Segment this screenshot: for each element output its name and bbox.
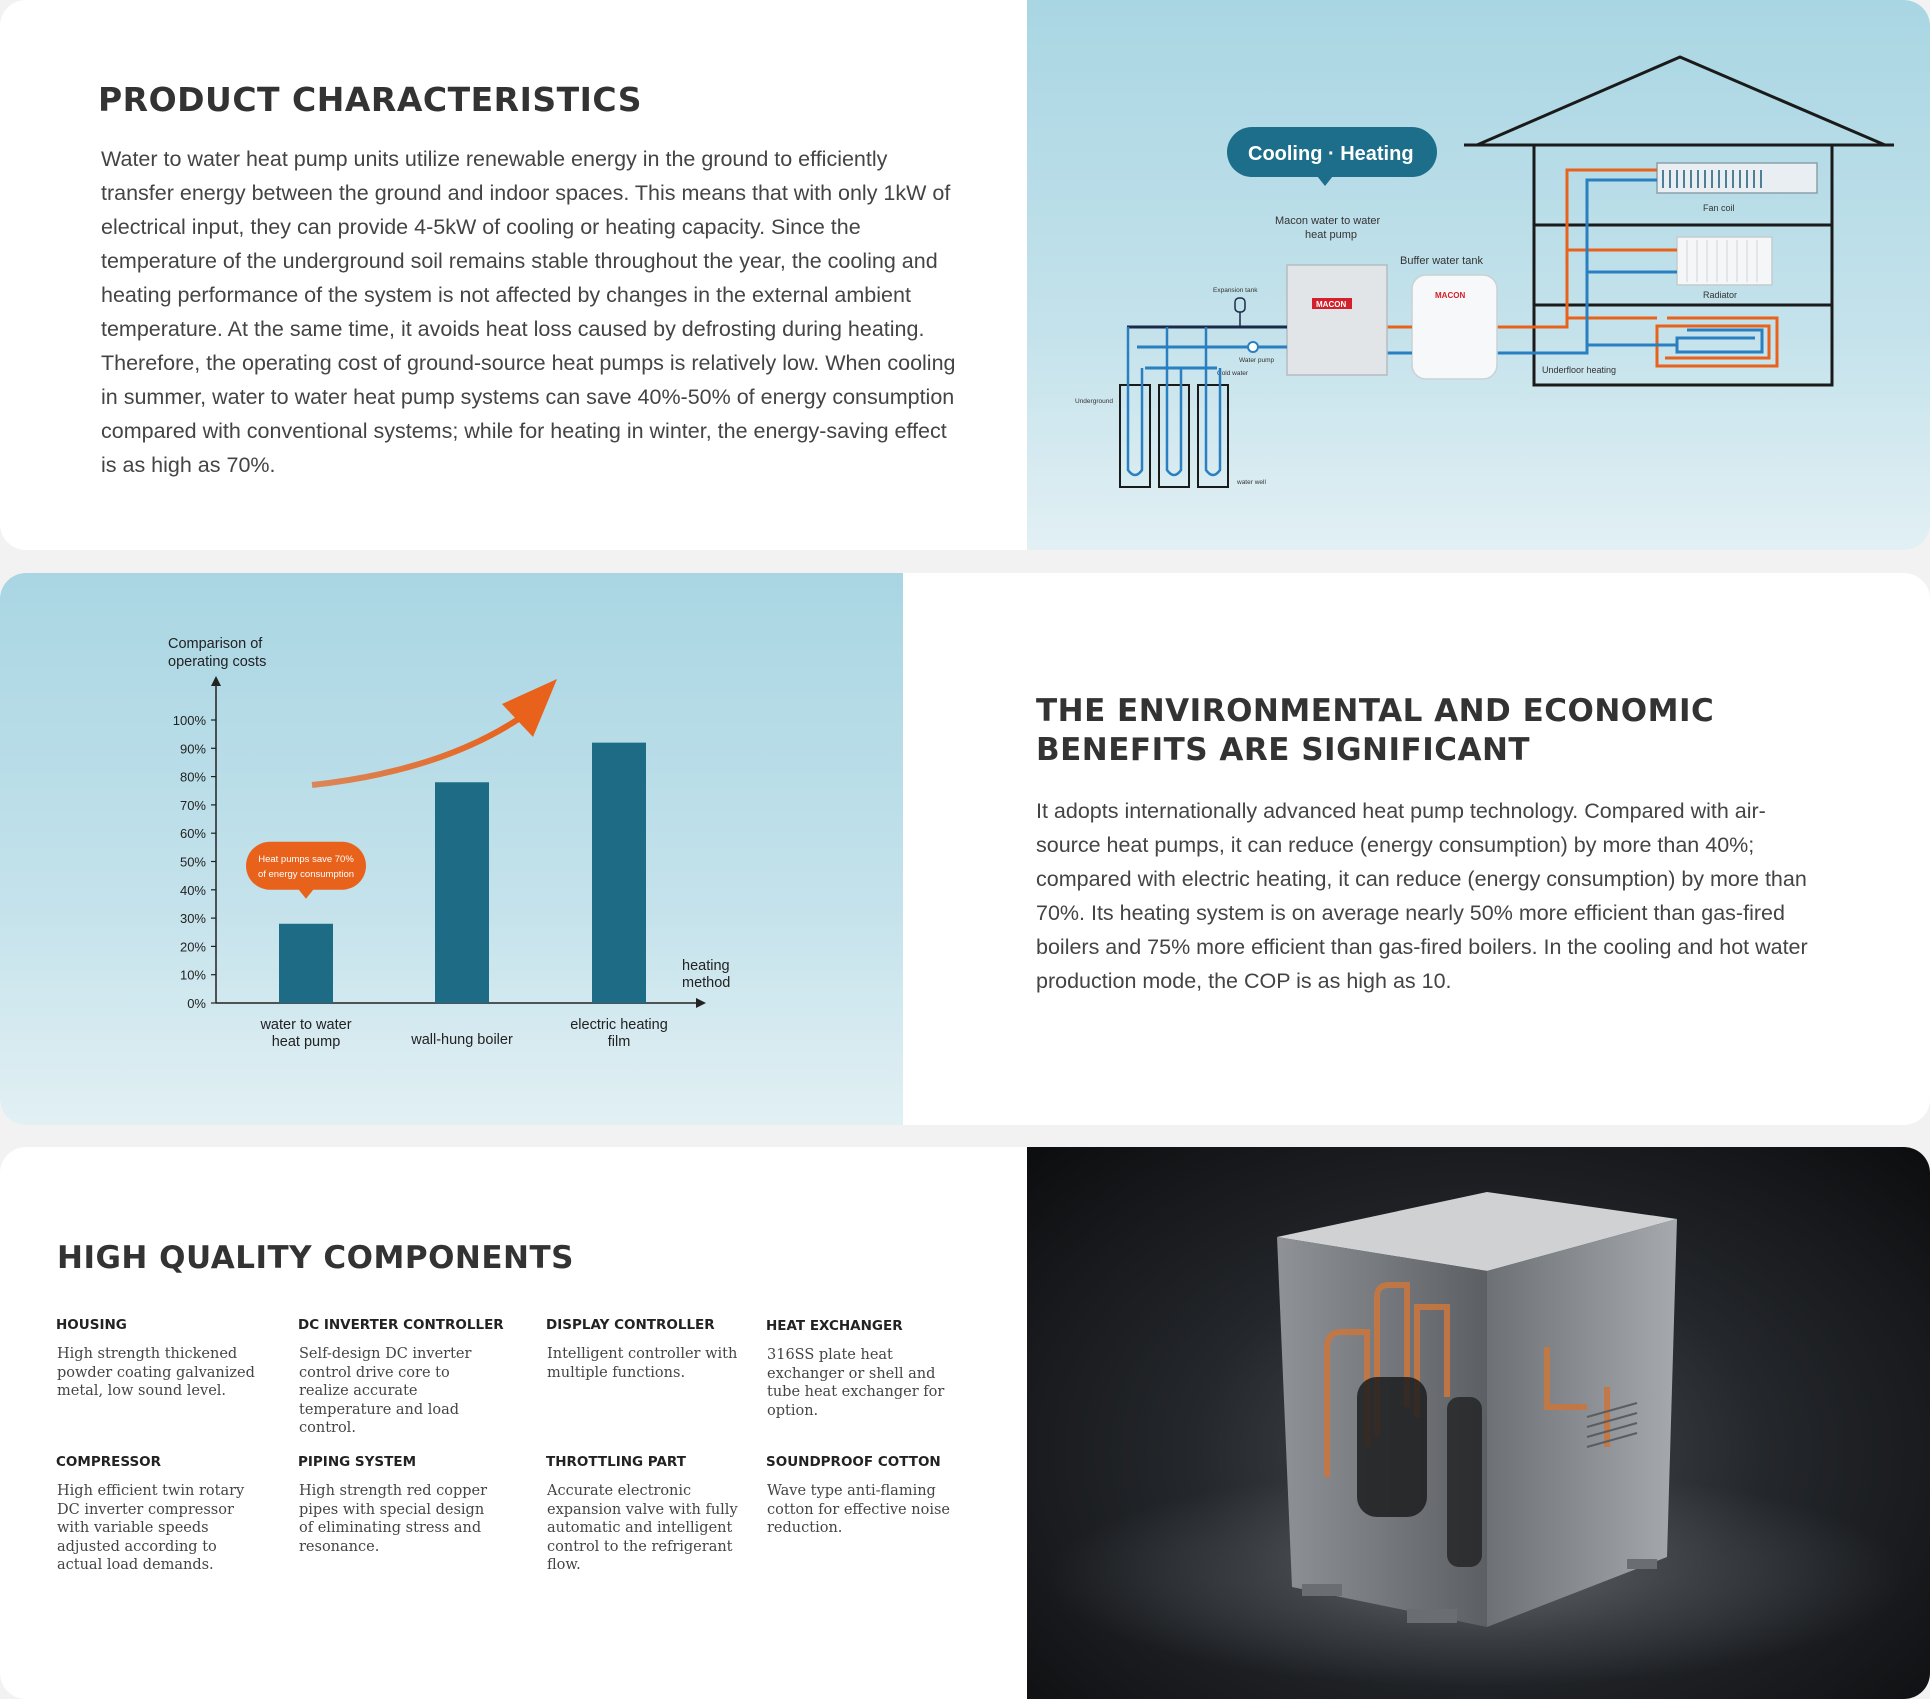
underground-label: Underground: [1075, 398, 1113, 405]
y-tick-label: 100%: [172, 713, 206, 728]
cost-chart-panel: [0, 573, 903, 1125]
x-category-label: film: [607, 1034, 631, 1050]
underfloor-coil-hot: [1657, 318, 1777, 366]
callout-pointer: [298, 889, 314, 899]
x-axis-title-line2: method: [682, 975, 731, 991]
component-desc: High strength red copper pipes with special design of eliminating stress and resonance.: [299, 1483, 488, 1555]
component-desc: High efficient twin rotary DC inverter compressor with variable speeds adjusted according to actual load demands.: [57, 1483, 245, 1573]
water-well-2: [1159, 385, 1189, 487]
section-title: HIGH QUALITY COMPONENTS: [57, 1240, 574, 1276]
component-title: DC INVERTER CONTROLLER: [298, 1317, 504, 1333]
y-tick-label: 70%: [179, 797, 206, 813]
environmental-benefits-card: [0, 573, 1930, 1125]
section-title-line2: BENEFITS ARE SIGNIFICANT: [1036, 732, 1531, 768]
heat-pump-unit: [1287, 265, 1387, 375]
expansion-tank-icon: [1235, 298, 1245, 312]
component-title: SOUNDPROOF COTTON: [766, 1454, 941, 1470]
component-desc: Self-design DC inverter control drive core to realize accurate temperature and load control.: [299, 1346, 472, 1436]
fan-coil-unit: [1657, 163, 1817, 193]
water-well-3: [1198, 385, 1228, 487]
components-card: [0, 1147, 1930, 1699]
unit-label-1: Macon water to water: [1275, 215, 1381, 227]
y-tick-label: 50%: [179, 854, 206, 870]
callout-bubble: [246, 842, 366, 890]
underfloor-coil-cold: [1677, 330, 1762, 352]
component-desc: Intelligent controller with multiple functions.: [547, 1346, 738, 1381]
section-title: PRODUCT CHARACTERISTICS: [98, 80, 642, 119]
x-category-label: electric heating: [570, 1017, 668, 1033]
cold-water-label: Cold water: [1217, 370, 1249, 377]
radiator-label: Radiator: [1703, 290, 1738, 300]
y-axis-title-line2: operating costs: [168, 654, 267, 670]
component-title: DISPLAY CONTROLLER: [546, 1317, 715, 1333]
heat-pump-system-diagram: [1027, 0, 1930, 550]
x-category-label: heat pump: [271, 1034, 341, 1050]
component-title: THROTTLING PART: [546, 1454, 686, 1470]
section-title-line1: THE ENVIRONMENTAL AND ECONOMIC: [1036, 693, 1715, 729]
bar-1: [279, 924, 333, 1003]
tank-label: Buffer water tank: [1400, 255, 1483, 267]
section-paragraph: Water to water heat pump units utilize renewable energy in the ground to efficiently transfer energy between the ground and indoor spaces. This means that with only 1kW of electrical input, they can provide 4-5kW of cooling or heating capacity. Since the temperature of the underground soil remains stable throughout the year, the cooling and heating performance of the system is not affected by changes in the external ambient temperature. At the same time, it avoids heat loss caused by defrosting during heating. Therefore, the operating cost of ground-source heat pumps is relatively low. When cooling in summer, water to water heat pump systems can save 40%-50% of energy consumption compared with conventional systems; while for heating in winter, the energy-saving effect is as high as 70%.: [101, 147, 956, 477]
component-title: COMPRESSOR: [56, 1454, 162, 1470]
x-axis-title-line1: heating: [682, 958, 730, 974]
cooling-heating-text: Cooling · Heating: [1248, 143, 1414, 165]
y-tick-label: 10%: [179, 967, 206, 983]
tank-logo: MACON: [1435, 291, 1466, 300]
heat-pump-product-image: [1027, 1147, 1930, 1699]
water-pump-icon: [1248, 342, 1258, 352]
component-desc: Accurate electronic expansion valve with fully automatic and intelligent control to the refrigerant flow.: [547, 1483, 738, 1573]
bar-2: [435, 782, 489, 1003]
compressor-shape: [1357, 1377, 1427, 1517]
radiator-unit: [1677, 237, 1772, 285]
x-category-label: wall-hung boiler: [411, 1032, 513, 1048]
component-desc: High strength thickened powder coating galvanized metal, low sound level.: [57, 1346, 255, 1399]
callout-text: of energy consumption: [257, 868, 355, 880]
product-characteristics-card: [0, 0, 1930, 550]
y-axis-title-line1: Comparison of: [168, 636, 263, 652]
component-desc: 316SS plate heat exchanger or shell and tube heat exchanger for option.: [767, 1347, 945, 1419]
unit-label-2: heat pump: [1305, 229, 1357, 241]
y-tick-label: 80%: [179, 769, 206, 785]
y-tick-label: 60%: [179, 826, 206, 842]
x-category-label: water to water: [260, 1017, 352, 1033]
y-tick-label: 30%: [179, 911, 206, 927]
y-tick-label: 90%: [179, 741, 206, 757]
operating-cost-chart: [0, 573, 903, 1125]
house-roof: [1477, 57, 1885, 145]
water-well-label: water well: [1237, 479, 1266, 486]
y-tick-label: 40%: [179, 882, 206, 898]
y-tick-label: 20%: [179, 939, 206, 955]
component-title: PIPING SYSTEM: [298, 1454, 416, 1470]
bar-3: [592, 743, 646, 1003]
system-diagram-panel: [1027, 0, 1930, 550]
growth-arrow: [312, 718, 520, 785]
component-title: HOUSING: [56, 1317, 127, 1333]
component-desc: Wave type anti-flaming cotton for effective noise reduction.: [767, 1483, 950, 1536]
expansion-tank-label: Expansion tank: [1213, 287, 1258, 294]
water-well-1: [1120, 385, 1150, 487]
callout-text: Heat pumps save 70%: [258, 853, 354, 865]
unit-logo: MACON: [1316, 300, 1347, 309]
y-tick-label: 0%: [187, 996, 206, 1011]
fan-coil-label: Fan coil: [1703, 203, 1735, 213]
water-pump-label: Water pump: [1239, 357, 1275, 364]
growth-arrow-head: [502, 679, 557, 737]
section-paragraph: It adopts internationally advanced heat pump technology. Compared with air-source heat pumps, it can reduce (energy consumption) by more than 40%; compared with electric heating, it can reduce (energy consumption) by more than 70%. Its heating system is on average nearly 50% more efficient than gas-fired boilers and 75% more efficient than gas-fired boilers. In the cooling and hot water production mode, the COP is as high as 10.: [1036, 799, 1808, 993]
heat-pump-illustration: [1027, 1147, 1930, 1699]
component-title: HEAT EXCHANGER: [766, 1318, 903, 1334]
underfloor-label: Underfloor heating: [1542, 365, 1617, 375]
